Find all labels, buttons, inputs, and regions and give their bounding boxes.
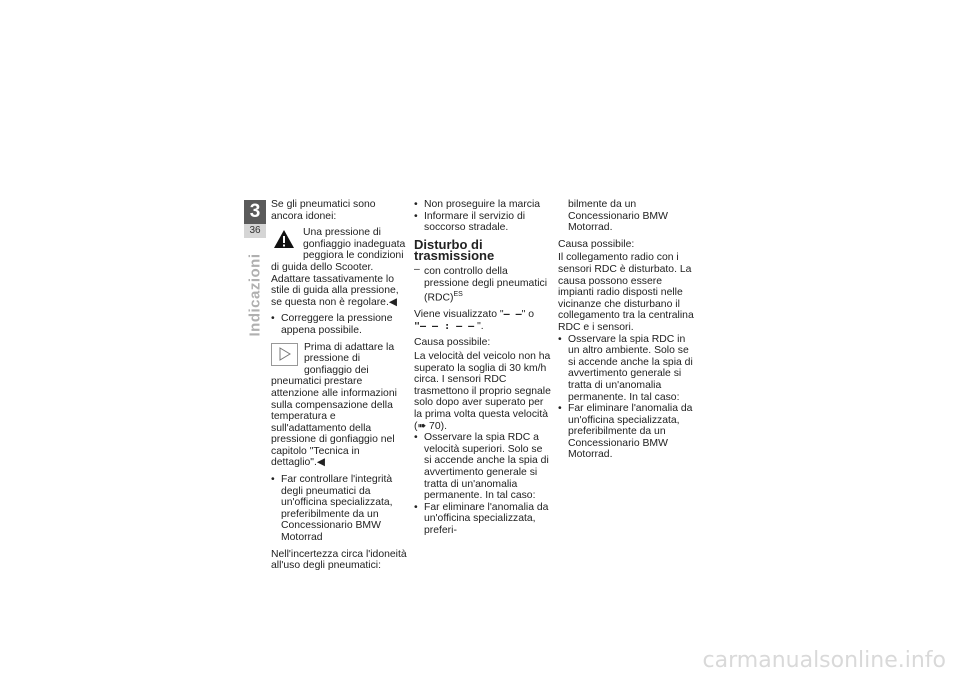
warning-text: Una pressione di gonfiaggio inadeguata peggiora le condizioni di guida dello Scooter. Adattare tassativamente lo stile di guida alla pressione, se questa non è regolare.◀ <box>271 227 406 308</box>
bullet-list-bottom <box>414 432 552 536</box>
list-item: • Non proseguire la marcia <box>414 199 552 211</box>
list-item: • Far eliminare l'anomalia da un'officina specializzata, preferi- <box>414 502 552 537</box>
intro-text: Se gli pneumatici sono ancora idonei: <box>271 199 376 222</box>
list-item: • Far eliminare l'anomalia da un'officina specializzata, preferibilmente da un Concessionario BMW Motorrad. <box>558 403 698 461</box>
dash-text: con controllo della pressione degli pneumatici (RDC) <box>424 265 548 304</box>
display-mid: " o <box>521 309 534 321</box>
watermark: carmanualsonline.info <box>702 648 946 673</box>
bullet-list-3 <box>558 334 698 462</box>
dash-superscript: ES <box>453 291 463 299</box>
note-block <box>271 342 408 470</box>
display-suffix: ". <box>474 320 484 332</box>
bullet-list-top <box>414 199 552 234</box>
list-item: • Far controllare l'integrità degli pneumatici da un'officina specializzata, preferibilmente da un Concessionario BMW Motorrad <box>271 474 408 544</box>
cause-label: Causa possibile: <box>558 238 635 250</box>
display-text <box>414 309 552 332</box>
list-item: • Osservare la spia RDC in un altro ambiente. Solo se si accende anche la spia di avvertimento generale si tratta di un'anomalia permanente. In tal caso: <box>558 334 698 404</box>
chapter-number: 3 <box>244 200 266 224</box>
continued-text: bilmente da un Concessionario BMW Motorrad. <box>568 199 668 234</box>
page-number: 36 <box>244 224 266 238</box>
cause-label: Causa possibile: <box>414 337 491 349</box>
column-2 <box>414 199 552 542</box>
dash-marker: – <box>414 263 420 275</box>
list-item: • Osservare la spia RDC a velocità superiori. Solo se si accende anche la spia di avvertimento generale si tratta di un'anomalia permanente. In tal caso: <box>414 432 552 502</box>
section-label-text: Indicazioni <box>246 253 264 337</box>
list-item: • Informare il servizio di soccorso stradale. <box>414 211 552 234</box>
column-3 <box>558 199 698 466</box>
warning-block <box>271 227 408 308</box>
bullet-list-2 <box>271 474 408 544</box>
closing-text: Nell'incertezza circa l'idoneità all'uso degli pneumatici: <box>271 548 407 572</box>
list-item: • Correggere la pressione appena possibile. <box>271 313 408 336</box>
warning-icon <box>271 228 297 250</box>
section-label <box>236 250 274 340</box>
display-prefix: Viene visualizzato " <box>414 309 504 321</box>
cause-text: La velocità del veicolo non ha superato la soglia di 30 km/h circa. I sensori RDC trasmettono il proprio segnale solo dopo aver superato per la prima volta questa velocità (➠ 70). <box>414 351 551 432</box>
cause-text: Il collegamento radio con i sensori RDC è disturbato. La causa possono essere impianti radio disposti nelle vicinanze che disturbano il collegamento tra la centralina RDC e i sensori. <box>558 252 694 333</box>
display-code-2: "– – : – – <box>414 320 475 332</box>
bullet-list-1 <box>271 313 408 336</box>
display-code-1: – – <box>503 309 522 321</box>
note-icon <box>271 343 298 366</box>
column-1 <box>271 199 408 577</box>
section-heading: Disturbo di trasmissione <box>414 236 495 264</box>
dash-item <box>414 263 552 304</box>
note-text: Prima di adattare la pressione di gonfiaggio dei pneumatici prestare attenzione alle informazioni sulla compensazione della temperatura e sull'adattamento della pressione di gonfiaggio nel capitolo "Tecnica in dettaglio".◀ <box>271 341 397 469</box>
